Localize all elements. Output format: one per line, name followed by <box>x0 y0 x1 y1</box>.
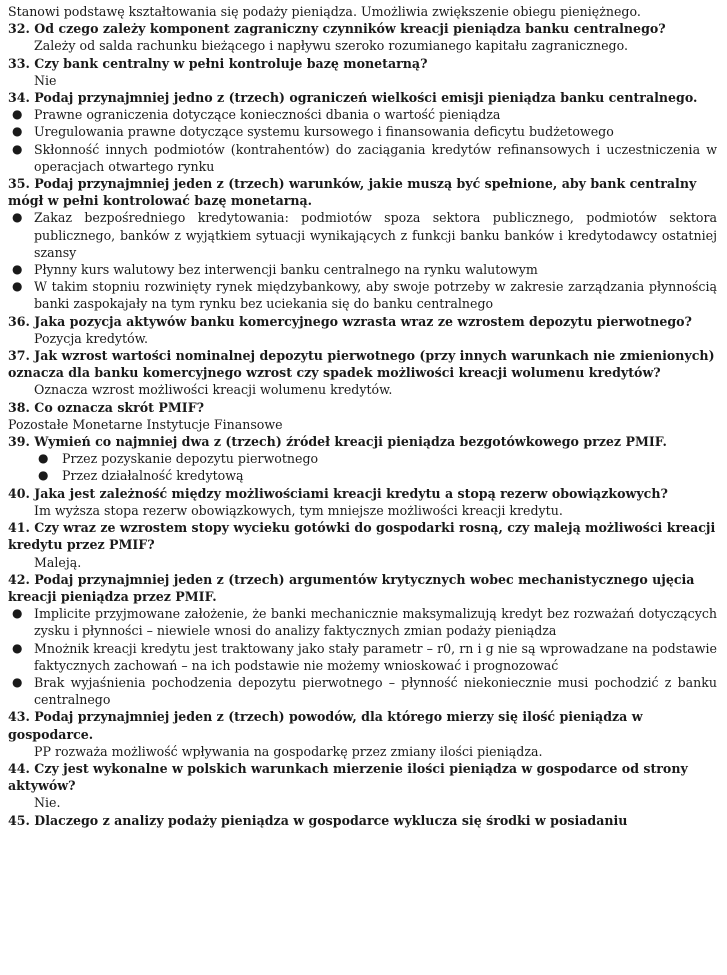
bullet-icon: ● <box>12 674 23 689</box>
answer-text: Pozycja kredytów. <box>34 330 148 346</box>
question-text: 44. Czy jest wykonalne w polskich warunkach mierzenie ilości pieniądza w gospodarce od strony aktywów? <box>8 760 688 794</box>
bullet-icon: ● <box>12 262 23 277</box>
bullet-text: Uregulowania prawne dotyczące systemu kursowego i finansowania deficytu budżetowego <box>34 124 614 140</box>
question-text: 36. Jaka pozycja aktywów banku komercyjnego wzrasta wraz ze wzrostem depozytu pierwotnego? <box>8 313 692 329</box>
qa-block <box>8 708 717 760</box>
answer-bullet-list <box>8 209 717 312</box>
question-text: 40. Jaka jest zależność między możliwościami kreacji kredytu a stopą rezerw obowiązkowych? <box>8 485 668 501</box>
question-text: 34. Podaj przynajmniej jedno z (trzech) ograniczeń wielkości emisji pieniądza banku centralnego. <box>8 90 698 106</box>
bullet-icon: ● <box>12 107 23 122</box>
question-text: 41. Czy wraz ze wzrostem stopy wycieku gotówki do gospodarki rosną, czy maleją możliwości kreacji kredytu przez PMIF? <box>8 520 716 553</box>
question-text: 38. Co oznacza skrót PMIF? <box>8 399 205 415</box>
bullet-item <box>8 261 717 278</box>
question-text: 39. Wymień co najmniej dwa z (trzech) źródeł kreacji pieniądza bezgotówkowego przez PMIF. <box>8 434 667 450</box>
question-text: 42. Podaj przynajmniej jeden z (trzech) argumentów krytycznych wobec mechanistycznego ujęcia kreacji pieniądza przez PMIF. <box>8 571 695 604</box>
bullet-icon: ● <box>38 468 49 483</box>
qa-block <box>8 313 717 347</box>
bullet-item <box>8 106 717 123</box>
intro-text: Stanowi podstawę kształtowania się podaży pieniądza. Umożliwia zwiększenie obiegu pieniężnego. <box>8 4 641 19</box>
bullet-item <box>8 278 717 312</box>
question-list <box>8 20 717 829</box>
bullet-icon: ● <box>12 640 23 655</box>
qa-block <box>8 571 717 709</box>
answer-text: Nie. <box>34 795 61 811</box>
answer-text: Nie <box>34 72 57 88</box>
answer-text: Zależy od salda rachunku bieżącego i napływu szeroko rozumianego kapitału zagranicznego. <box>34 38 628 54</box>
bullet-icon: ● <box>12 606 23 621</box>
question-text: 35. Podaj przynajmniej jeden z (trzech) warunków, jakie muszą być spełnione, aby bank centralny mógł w pełni kontrolować bazę monetarną. <box>8 176 697 209</box>
bullet-text: Skłonność innych podmiotów (kontrahentów) do zaciągania kredytów refinansowych i uczestniczenia w operacjach otwartego rynku <box>34 141 717 174</box>
bullet-item <box>8 640 717 674</box>
answer-bullet-list <box>8 450 717 484</box>
bullet-item <box>8 467 717 484</box>
question-text: 33. Czy bank centralny w pełni kontroluje bazę monetarną? <box>8 55 428 71</box>
qa-block <box>8 175 717 313</box>
answer-bullet-list <box>8 605 717 708</box>
bullet-icon: ● <box>38 451 49 466</box>
bullet-text: Mnożnik kreacji kredytu jest traktowany jako stały parametr – r0, rn i g nie są wprowadzane na podstawie faktycznych zachowań – na ich podstawie nie możemy wnioskować i prognozować <box>34 640 717 673</box>
qa-block <box>8 433 717 485</box>
qa-block <box>8 519 717 571</box>
answer-bullet-list <box>8 106 717 175</box>
bullet-item <box>8 605 717 639</box>
bullet-text: W takim stopniu rozwinięty rynek międzybankowy, aby swoje potrzeby w zakresie zarządzania płynnością banki zaspokajały na tym rynku bez uciekania się do banku centralnego <box>34 279 717 312</box>
answer-text: Maleją. <box>34 554 82 570</box>
answer-text: Oznacza wzrost możliwości kreacji wolumenu kredytów. <box>34 382 393 398</box>
bullet-text: Prawne ograniczenia dotyczące konieczności dbania o wartość pieniądza <box>34 107 501 123</box>
qa-block <box>8 760 717 812</box>
qa-block <box>8 399 717 433</box>
qa-block <box>8 55 717 89</box>
bullet-text: Brak wyjaśnienia pochodzenia depozytu pierwotnego – płynność niekoniecznie musi pochodzić z banku centralnego <box>34 674 717 708</box>
bullet-item <box>8 450 717 467</box>
question-text: 45. Dlaczego z analizy podaży pieniądza w gospodarce wyklucza się środki w posiadaniu <box>8 812 628 828</box>
bullet-icon: ● <box>12 124 23 139</box>
question-text: 43. Podaj przynajmniej jeden z (trzech) powodów, dla którego mierzy się ilość pieniądza w gospodarce. <box>8 709 643 742</box>
bullet-icon: ● <box>12 279 23 294</box>
answer-text: Im wyższa stopa rezerw obowiązkowych, tym mniejsze możliwości kreacji kredytu. <box>34 502 563 518</box>
qa-block <box>8 485 717 519</box>
question-text: 32. Od czego zależy komponent zagraniczny czynników kreacji pieniądza banku centralnego? <box>8 21 666 37</box>
qa-block <box>8 812 717 829</box>
bullet-icon: ● <box>12 141 23 156</box>
bullet-icon: ● <box>12 210 23 225</box>
bullet-text: Przez pozyskanie depozytu pierwotnego <box>62 451 319 467</box>
bullet-item <box>8 123 717 140</box>
qa-block <box>8 347 717 399</box>
bullet-text: Implicite przyjmowane założenie, że banki mechanicznie maksymalizują kredyt bez rozważań dotyczących zysku i płynności – niewiele wnosi do analizy faktycznych zmian podaży pieniądza <box>34 606 717 639</box>
answer-text: PP rozważa możliwość wpływania na gospodarkę przez zmiany ilości pieniądza. <box>34 743 543 759</box>
bullet-item <box>8 141 717 175</box>
qa-block <box>8 89 717 175</box>
bullet-text: Zakaz bezpośredniego kredytowania: podmiotów spoza sektora publicznego, podmiotów sektora publicznego, banków z wyjątkiem sytuacji wynikających z funkcji banku banków i kredytodawcy ostatniej szansy <box>34 210 717 260</box>
bullet-text: Przez działalność kredytową <box>62 468 244 484</box>
bullet-item <box>8 209 717 261</box>
question-text: 37. Jak wzrost wartości nominalnej depozytu pierwotnego (przy innych warunkach nie zmienionych) oznacza dla banku komercyjnego wzrost czy spadek możliwości kreacji wolumenu kredytów? <box>8 348 715 381</box>
bullet-text: Płynny kurs walutowy bez interwencji banku centralnego na rynku walutowym <box>34 262 538 278</box>
qa-block <box>8 20 717 54</box>
answer-text: Pozostałe Monetarne Instytucje Finansowe <box>8 416 283 432</box>
bullet-item <box>8 674 717 708</box>
